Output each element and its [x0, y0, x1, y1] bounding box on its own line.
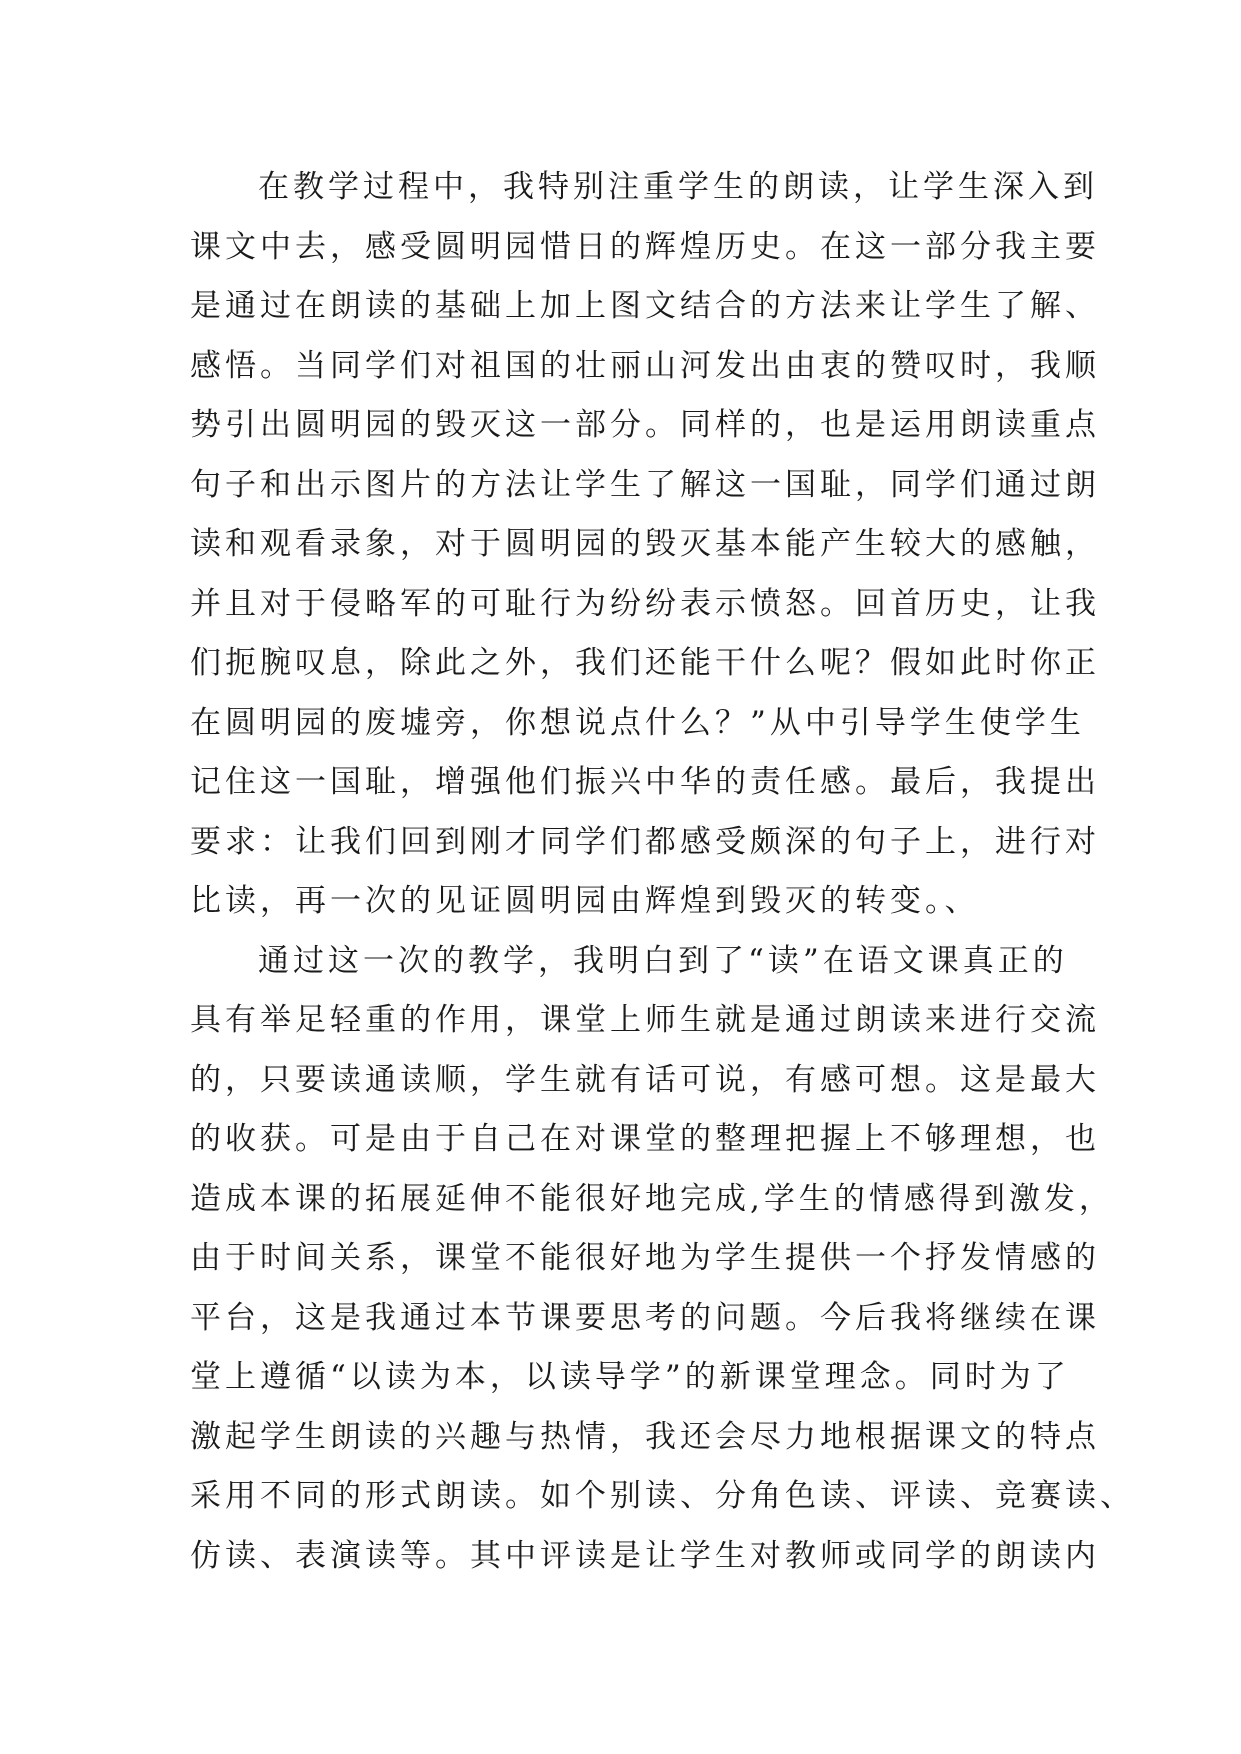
document-body — [190, 158, 1135, 1586]
text-line: 读和观看录象，对于圆明园的毁灭基本能产生较大的感触， — [190, 526, 1100, 562]
paragraph-1 — [190, 158, 1100, 932]
text-line: 感悟。当同学们对祖国的壮丽山河发出由衷的赞叹时，我顺 — [190, 347, 1100, 384]
text-line: 平台，这是我通过本节课要思考的问题。今后我将继续在课 — [190, 1299, 1100, 1336]
text-line: 采用不同的形式朗读。如个别读、分角色读、评读、竞赛读、 — [190, 1478, 1135, 1514]
text-line: 并且对于侵略军的可耻行为纷纷表示愤怒。回首历史，让我 — [190, 585, 1100, 622]
text-line: 仿读、表演读等。其中评读是让学生对教师或同学的朗读内 — [190, 1537, 1100, 1574]
text-line: 在圆明园的废墟旁，你想说点什么？”从中引导学生使学生 — [190, 704, 1085, 741]
text-line: 造成本课的拓展延伸不能很好地完成,学生的情感得到激发， — [190, 1180, 1114, 1217]
text-line: 要求：让我们回到刚才同学们都感受颇深的句子上，进行对 — [190, 823, 1100, 860]
text-line: 课文中去，感受圆明园惜日的辉煌历史。在这一部分我主要 — [190, 228, 1100, 265]
text-line: 由于时间关系，课堂不能很好地为学生提供一个抒发情感的 — [190, 1240, 1100, 1276]
text-line: 记住这一国耻，增强他们振兴中华的责任感。最后，我提出 — [190, 764, 1100, 800]
text-line: 比读，再一次的见证圆明园由辉煌到毁灭的转变。、 — [190, 883, 980, 919]
text-line: 们扼腕叹息，除此之外，我们还能干什么呢？假如此时你正 — [190, 645, 1100, 681]
text-line: 是通过在朗读的基础上加上图文结合的方法来让学生了解、 — [190, 288, 1100, 324]
text-line: 堂上遵循“以读为本，以读导学”的新课堂理念。同时为了 — [190, 1359, 1070, 1395]
paragraph-2 — [190, 932, 1135, 1587]
text-line: 具有举足轻重的作用，课堂上师生就是通过朗读来进行交流 — [190, 1002, 1100, 1038]
text-line: 在教学过程中，我特别注重学生的朗读，让学生深入到 — [258, 169, 1098, 205]
text-line: 的收获。可是由于自己在对课堂的整理把握上不够理想，也 — [190, 1121, 1100, 1157]
text-line: 的，只要读通读顺，学生就有话可说，有感可想。这是最大 — [190, 1061, 1100, 1098]
text-line: 句子和出示图片的方法让学生了解这一国耻，同学们通过朗 — [190, 466, 1100, 503]
text-line: 势引出圆明园的毁灭这一部分。同样的，也是运用朗读重点 — [190, 407, 1100, 443]
text-line: 通过这一次的教学，我明白到了“读”在语文课真正的 — [258, 942, 1068, 979]
text-line: 激起学生朗读的兴趣与热情，我还会尽力地根据课文的特点 — [190, 1418, 1100, 1455]
